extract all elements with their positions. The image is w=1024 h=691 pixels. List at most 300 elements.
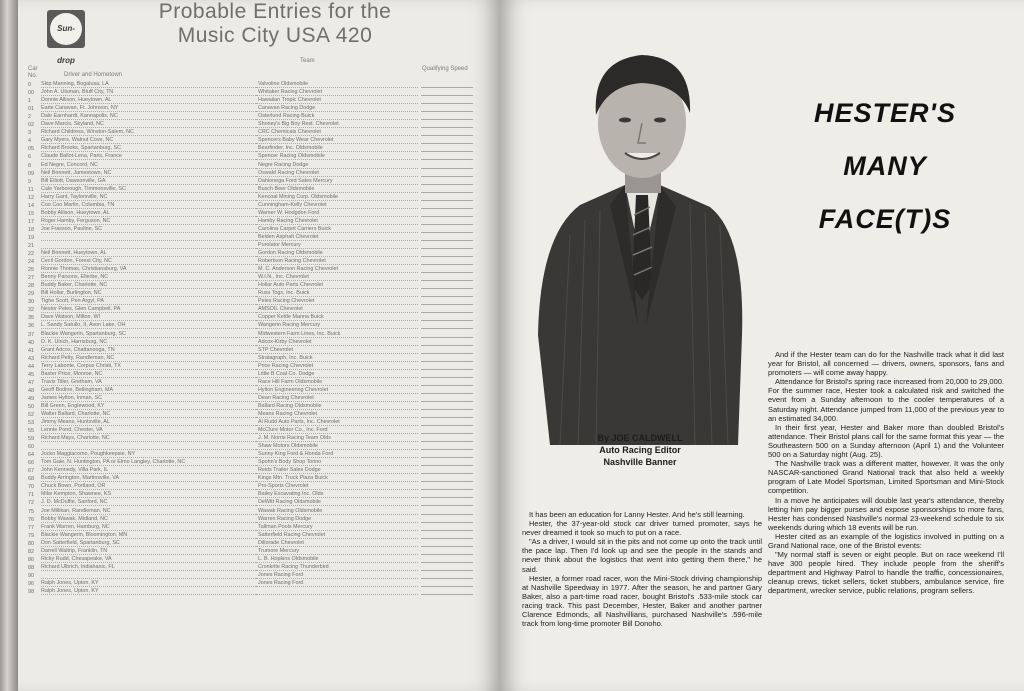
- entry-row: [28, 410, 473, 418]
- entry-driver: Tighe Scott, Pen Argyl, PA: [41, 298, 256, 305]
- entry-driver: Neil Bonnett, Hueytown, AL: [41, 250, 256, 257]
- logo-text: Sun-drop: [50, 13, 82, 45]
- entry-car-no: 47: [28, 379, 34, 386]
- entry-driver: Mike Kempton, Shawnee, KS: [41, 491, 256, 498]
- entry-qualifying-blank: [421, 465, 473, 466]
- entry-team: Osterlund Racing Buick: [256, 113, 418, 120]
- entry-qualifying-blank: [421, 570, 473, 571]
- entry-qualifying-blank: [421, 200, 473, 201]
- entry-driver: Ricky Rudd, Chesapeake, VA: [41, 556, 256, 563]
- entry-driver: Harry Gant, Taylorsville, NC: [41, 194, 256, 201]
- entry-team: Busch Beer Oldsmobile: [256, 186, 418, 193]
- entry-driver: Grant Adcox, Chattanooga, TN: [41, 347, 256, 354]
- entry-row: [28, 579, 473, 587]
- entry-team: Shaw Motors Oldsmobile: [256, 443, 418, 450]
- entry-team: J. M. Norris Racing Team Olds: [256, 435, 418, 442]
- entry-car-no: 0: [28, 82, 31, 89]
- entry-car-no: 48: [28, 387, 34, 394]
- entry-driver: Geoff Bodine, Bellingham, MA: [41, 387, 256, 394]
- headline-line-3: FACE(T)S: [818, 204, 952, 234]
- entry-team: Purolator Mercury: [256, 242, 418, 249]
- entry-driver: Neil Bonnett, Jamestown, NC: [41, 170, 256, 177]
- entry-row: [28, 346, 473, 354]
- entry-car-no: 17: [28, 218, 34, 225]
- entry-qualifying-blank: [421, 369, 473, 370]
- entry-qualifying-blank: [421, 505, 473, 506]
- entry-qualifying-blank: [421, 192, 473, 193]
- entry-row: [28, 313, 473, 321]
- entry-row: [28, 515, 473, 523]
- entry-qualifying-blank: [421, 433, 473, 434]
- entry-row: [28, 136, 473, 144]
- entry-car-no: 49: [28, 395, 34, 402]
- entry-driver: Dave Watson, Milton, WI: [41, 314, 256, 321]
- entry-row: [28, 305, 473, 313]
- entry-car-no: 6: [28, 154, 31, 161]
- entry-qualifying-blank: [421, 361, 473, 362]
- entry-driver: Richard Brooks, Spartanburg, SC: [41, 145, 256, 152]
- entry-qualifying-blank: [421, 111, 473, 112]
- entry-team: Shoney's Big Boy Rest. Chevrolet: [256, 121, 418, 128]
- left-page: [18, 0, 500, 691]
- entry-driver: Skip Manning, Bogalusa, LA: [41, 81, 256, 88]
- entry-qualifying-blank: [421, 328, 473, 329]
- entry-team: Hawaiian Tropic Chevrolet: [256, 97, 418, 104]
- entry-car-no: 32: [28, 307, 34, 314]
- entry-driver: Joe Millikan, Randleman, NC: [41, 508, 256, 515]
- entry-driver: Chuck Bown, Portland, OR: [41, 483, 256, 490]
- entry-qualifying-blank: [421, 296, 473, 297]
- entry-team: Little B Coal Co. Dodge: [256, 371, 418, 378]
- entry-row: [28, 506, 473, 514]
- entry-car-no: 80: [28, 540, 34, 547]
- entry-team: Ballard Racing Oldsmobile: [256, 403, 418, 410]
- entry-team: Peles Racing Chevrolet: [256, 298, 418, 305]
- entry-car-no: 72: [28, 500, 34, 507]
- entry-team: Hollar Auto Parts Chevrolet: [256, 282, 418, 289]
- entry-car-no: 71: [28, 492, 34, 499]
- entry-car-no: 45: [28, 371, 34, 378]
- entry-team: Dean Racing Chevrolet: [256, 395, 418, 402]
- entry-car-no: 24: [28, 259, 34, 266]
- entry-qualifying-blank: [421, 353, 473, 354]
- entry-driver: Jocko Maggiacomo, Poughkeepsie, NY: [41, 451, 256, 458]
- entry-team: W.I.N., Inc. Chevrolet: [256, 274, 418, 281]
- entry-team: Midwestern Farm Lines, Inc. Buick: [256, 331, 418, 338]
- entry-driver: Ronnie Thomas, Christiansburg, VA: [41, 266, 256, 273]
- entry-driver: L. Sandy Satullo, II, Avon Lake, OH: [41, 322, 256, 329]
- entry-row: [28, 185, 473, 193]
- entry-car-no: 2: [28, 114, 31, 121]
- entry-car-no: 82: [28, 548, 34, 555]
- header-driver: Driver and Hometown: [64, 72, 123, 78]
- entry-car-no: 79: [28, 532, 34, 539]
- entry-car-no: 55: [28, 428, 34, 435]
- entry-team: Trumore Mercury: [256, 548, 418, 555]
- title-line-2: Music City USA 420: [177, 24, 373, 47]
- entry-team: Robertson Racing Chevrolet: [256, 258, 418, 265]
- entry-row: [28, 160, 473, 168]
- entry-row: [28, 531, 473, 539]
- entry-team: Sunny King Ford & Honda Ford: [256, 451, 418, 458]
- entry-car-no: 8: [28, 162, 31, 169]
- entry-car-no: 30: [28, 299, 34, 306]
- entry-row: [28, 177, 473, 185]
- entry-row: [28, 386, 473, 394]
- entry-team: Warner W. Hodgdon Ford: [256, 210, 418, 217]
- entry-car-no: 59: [28, 436, 34, 443]
- entry-qualifying-blank: [421, 345, 473, 346]
- entry-qualifying-blank: [421, 184, 473, 185]
- entry-driver: Frank Warren, Hamburg, NC: [41, 524, 256, 531]
- right-page: [500, 0, 1024, 691]
- entry-driver: Joe Frasson, Pauline, SC: [41, 226, 256, 233]
- article-paragraph: Attendance for Bristol's spring race increased from 20,000 to 29,000. For the summer race, Hester took a calculated risk and switched the event from a Sunday afternoon to the cooler temperatures of a Saturday night. Attendance jumped from 11,000 of the previous year to an estimated 34,000.: [768, 377, 1004, 423]
- entry-qualifying-blank: [421, 272, 473, 273]
- entry-car-no: 28: [28, 283, 34, 290]
- entry-team: Satterfield Racing Chevrolet: [256, 532, 418, 539]
- entry-team: Spencer Racing Oldsmobile: [256, 153, 418, 160]
- entries-list: [28, 80, 473, 595]
- entry-car-no: 1: [28, 98, 31, 105]
- article-paragraph: "My normal staff is seven or eight people. But on race weekend I'll have 300 people hired. They include people from the sheriff's department and Highway Patrol to handle the traffic, concessionaires, cleanup crews, ticket sellers, ticket stubbers, ambulance service, fire department, wrecker service, public relations, program sellers.: [768, 550, 1004, 596]
- entry-driver: Travis Tiller, Gretham, VA: [41, 379, 256, 386]
- entry-row: [28, 458, 473, 466]
- headline-line-1: HESTER'S: [814, 98, 956, 128]
- entry-driver: Bill Elliott, Dawsonville, GA: [41, 178, 256, 185]
- entry-driver: Nestor Peles, Glen Campbell, PA: [41, 306, 256, 313]
- entry-row: [28, 539, 473, 547]
- entry-row: [28, 450, 473, 458]
- entry-row: [28, 571, 473, 579]
- entry-row: [28, 112, 473, 120]
- entry-qualifying-blank: [421, 385, 473, 386]
- byline-role: Auto Racing Editor: [599, 445, 681, 455]
- entry-driver: J. D. McDuffie, Sanford, NC: [41, 499, 256, 506]
- entry-car-no: 60: [28, 444, 34, 451]
- entry-qualifying-blank: [421, 538, 473, 539]
- entry-row: [28, 394, 473, 402]
- entry-car-no: 98: [28, 589, 34, 595]
- byline: [555, 432, 725, 468]
- entry-car-no: 86: [28, 556, 34, 563]
- entry-qualifying-blank: [421, 425, 473, 426]
- article-paragraph: Hester, the 37-year-old stock car driver turned promoter, says he never dreamed it took so much to put on a race.: [522, 519, 762, 538]
- entry-qualifying-blank: [421, 208, 473, 209]
- entry-row: [28, 120, 473, 128]
- entry-team: McClure Motor Co., Inc. Ford: [256, 427, 418, 434]
- entry-row: [28, 587, 473, 595]
- header-car-no: Car No.: [28, 66, 38, 79]
- entry-row: [28, 362, 473, 370]
- entry-row: [28, 329, 473, 337]
- entry-driver: Blackie Wangerin, Bloomington, MN: [41, 532, 256, 539]
- entry-team: Wangerin Racing Mercury: [256, 322, 418, 329]
- entry-qualifying-blank: [421, 248, 473, 249]
- entry-driver: Coo Coo Marlin, Columbia, TN: [41, 202, 256, 209]
- entry-team: Warren Racing Dodge: [256, 516, 418, 523]
- entry-driver: Ralph Jones, Upton, KY: [41, 580, 256, 587]
- entry-qualifying-blank: [421, 87, 473, 88]
- entry-team: Whitaker Racing Chevrolet: [256, 89, 418, 96]
- entry-qualifying-blank: [421, 256, 473, 257]
- entry-team: Stratagraph, Inc. Buick: [256, 355, 418, 362]
- entry-car-no: 27: [28, 275, 34, 282]
- entry-qualifying-blank: [421, 497, 473, 498]
- article-paragraph: And if the Hester team can do for the Nashville track what it did last year for Bristol, all concerned — drivers, owners, sponsors, fans and promoters — will come away happy.: [768, 350, 1004, 378]
- entry-car-no: 4: [28, 138, 31, 145]
- entry-qualifying-blank: [421, 489, 473, 490]
- entry-qualifying-blank: [421, 143, 473, 144]
- entry-qualifying-blank: [421, 441, 473, 442]
- entry-car-no: 68: [28, 476, 34, 483]
- entry-qualifying-blank: [421, 578, 473, 579]
- entry-car-no: 77: [28, 524, 34, 531]
- byline-outlet: Nashville Banner: [603, 457, 677, 467]
- entry-car-no: 35: [28, 315, 34, 322]
- entry-driver: Lennie Pond, Chester, VA: [41, 427, 256, 434]
- entry-car-no: 67: [28, 468, 34, 475]
- entry-team: Dahlonega Ford Sales Mercury: [256, 178, 418, 185]
- entry-car-no: 01: [28, 106, 34, 113]
- entry-car-no: 12: [28, 194, 34, 201]
- entry-car-no: 18: [28, 226, 34, 233]
- entry-driver: Buddy Baker, Charlotte, NC: [41, 282, 256, 289]
- entry-driver: John Kennedy, Villa Park, IL: [41, 467, 256, 474]
- entry-row: [28, 128, 473, 136]
- entry-car-no: 52: [28, 411, 34, 418]
- entry-row: [28, 547, 473, 555]
- article-column-1: [522, 510, 762, 628]
- entry-qualifying-blank: [421, 168, 473, 169]
- entry-team: Pro-Sports Chevrolet: [256, 483, 418, 490]
- entry-row: [28, 442, 473, 450]
- entry-team: STP Chevrolet: [256, 347, 418, 354]
- entry-row: [28, 193, 473, 201]
- entry-qualifying-blank: [421, 103, 473, 104]
- entry-car-no: 02: [28, 122, 34, 129]
- entry-row: [28, 555, 473, 563]
- entry-qualifying-blank: [421, 312, 473, 313]
- entry-team: Jones Racing Ford: [256, 572, 418, 579]
- entry-qualifying-blank: [421, 377, 473, 378]
- entry-row: [28, 498, 473, 506]
- entry-row: [28, 257, 473, 265]
- entry-qualifying-blank: [421, 546, 473, 547]
- entry-car-no: 14: [28, 202, 34, 209]
- entry-driver: Don Satterfield, Spartanburg, SC: [41, 540, 256, 547]
- entry-team: Canavan Racing Dodge: [256, 105, 418, 112]
- entry-car-no: 19: [28, 234, 34, 241]
- entry-car-no: 9: [28, 178, 31, 185]
- entry-row: [28, 144, 473, 152]
- entry-qualifying-blank: [421, 449, 473, 450]
- entry-car-no: 15: [28, 210, 34, 217]
- entry-qualifying-blank: [421, 240, 473, 241]
- entry-car-no: 37: [28, 331, 34, 338]
- entry-team: [256, 594, 418, 595]
- entry-qualifying-blank: [421, 530, 473, 531]
- entry-qualifying-blank: [421, 159, 473, 160]
- entry-row: [28, 209, 473, 217]
- entry-qualifying-blank: [421, 522, 473, 523]
- entry-driver: Terry Labonte, Corpus Christi, TX: [41, 363, 256, 370]
- entry-car-no: 76: [28, 516, 34, 523]
- title-line-1: Probable Entries for the: [158, 0, 392, 23]
- entry-car-no: 75: [28, 508, 34, 515]
- entry-driver: Jimmy Means, Huntsville, AL: [41, 419, 256, 426]
- article-column-2: [768, 350, 1004, 596]
- entry-team: Race Hill Farm Oldsmobile: [256, 379, 418, 386]
- article-paragraph: Hester, a former road racer, won the Mini-Stock driving championship at Nashville Speedway in 1977. After the season, he and partner Gary Baker, also a part-time road racer, bought Bristol's .533-mile stock car racing track. This past December, Hester, Baker and another partner Clarence Edmonds, all Nashvillians, purchased Nashville's .596-mile track from long-time promoter Bill Donoho.: [522, 573, 762, 629]
- entry-car-no: 88: [28, 564, 34, 571]
- entry-car-no: 44: [28, 363, 34, 370]
- entry-qualifying-blank: [421, 481, 473, 482]
- entry-car-no: 25: [28, 267, 34, 274]
- entry-driver: Richard Ulbrich, Indiahanic, FL: [41, 564, 256, 571]
- entry-driver: Darrell Waltrip, Franklin, TN: [41, 548, 256, 555]
- entry-car-no: 40: [28, 339, 34, 346]
- entry-row: [28, 482, 473, 490]
- entry-car-no: 53: [28, 420, 34, 427]
- entry-row: [28, 233, 473, 241]
- entry-qualifying-blank: [421, 127, 473, 128]
- entry-qualifying-blank: [421, 151, 473, 152]
- entry-row: [28, 490, 473, 498]
- entry-driver: Baxter Price, Monroe, NC: [41, 371, 256, 378]
- entry-qualifying-blank: [421, 95, 473, 96]
- entry-qualifying-blank: [421, 119, 473, 120]
- entry-team: Gordon Racing Oldsmobile: [256, 250, 418, 257]
- entry-row: [28, 474, 473, 482]
- entry-car-no: 09: [28, 170, 34, 177]
- entry-team: Bailey Excavating Inc. Olds: [256, 491, 418, 498]
- entry-car-no: 96: [28, 580, 34, 587]
- entry-car-no: 21: [28, 242, 34, 249]
- entry-driver: Benny Parsons, Ellerbe, NC: [41, 274, 256, 281]
- entry-row: [28, 96, 473, 104]
- entry-qualifying-blank: [421, 409, 473, 410]
- entry-team: Russ Togs, Inc. Buick: [256, 290, 418, 297]
- entry-driver: Bobby Wawak, Midland, NC: [41, 516, 256, 523]
- article-paragraph: Hester cited as an example of the logistics involved in putting on a Grand National race, one of the Bristol events:: [768, 531, 1004, 550]
- entry-row: [28, 434, 473, 442]
- byline-author: By JOE CALDWELL: [597, 433, 683, 443]
- entry-team: Hylton Engineering Chevrolet: [256, 387, 418, 394]
- entry-driver: Tom Gale, N. Huntington, PA or Elmo Langley, Charlotte, NC: [41, 459, 256, 466]
- entry-row: [28, 426, 473, 434]
- header-team: Team: [300, 58, 315, 64]
- entry-team: M. C. Anderson Racing Chevrolet: [256, 266, 418, 273]
- entry-team: Reids Trailer Sales Dodge: [256, 467, 418, 474]
- entry-qualifying-blank: [421, 586, 473, 587]
- entry-team: DeWitt Racing Oldsmobile: [256, 499, 418, 506]
- article-headline: [770, 98, 1000, 235]
- entry-driver: Cecil Gordon, Forest City, NC: [41, 258, 256, 265]
- entry-team: Means Racing Chevrolet: [256, 411, 418, 418]
- entry-car-no: 3: [28, 130, 31, 137]
- entry-car-no: 41: [28, 347, 34, 354]
- entry-driver: Gary Myers, Walnut Cove, NC: [41, 137, 256, 144]
- entry-qualifying-blank: [421, 224, 473, 225]
- entry-car-no: 64: [28, 452, 34, 459]
- entry-team: Copper Kettle Manna Buick: [256, 314, 418, 321]
- entry-car-no: 00: [28, 90, 34, 97]
- entry-car-no: 50: [28, 403, 34, 410]
- entry-team: Oswald Racing Chevrolet: [256, 170, 418, 177]
- article-paragraph: "As a driver, I would sit in the pits and not come up onto the track until the pace lap. Then I'd look up and see the people in the stands and never think about the logistics that went into getting them there," he said.: [522, 537, 762, 574]
- entry-row: [28, 169, 473, 177]
- entry-driver: Claude Ballot-Lena, Paris, France: [41, 153, 256, 160]
- entry-driver: Buddy Arrington, Martinsville, VA: [41, 475, 256, 482]
- entry-qualifying-blank: [421, 264, 473, 265]
- entry-driver: Bobby Allison, Hueytown, AL: [41, 210, 256, 217]
- entry-team: Al Rudd Auto Parts, Inc. Chevrolet: [256, 419, 418, 426]
- entry-driver: [41, 248, 256, 249]
- entry-team: Spohn's Body Shop Torino: [256, 459, 418, 466]
- entry-row: [28, 354, 473, 362]
- entry-row: [28, 281, 473, 289]
- article-paragraph: The Nashville track was a different matter, however. It was the only NASCAR-sanctioned Grand National track that also held a weekly program of Late Model Sportsman, Limited Sportsman and Mini-Stock competition.: [768, 459, 1004, 496]
- entry-driver: Walter Ballard, Charlotte, NC: [41, 411, 256, 418]
- entry-team: L. B. Hopkins Oldsmobile: [256, 556, 418, 563]
- entry-driver: Blackie Wangerin, Spartanburg, SC: [41, 331, 256, 338]
- entry-team: Jones Racing Ford: [256, 580, 418, 587]
- entry-team: Price Racing Chevrolet: [256, 363, 418, 370]
- entry-driver: D. K. Ulrich, Harrisburg, NC: [41, 339, 256, 346]
- entry-driver: Cale Yarborough, Timmonsville, SC: [41, 186, 256, 193]
- header-qualifying: Qualifying Speed: [422, 66, 468, 72]
- entry-qualifying-blank: [421, 393, 473, 394]
- entry-driver: Dale Earnhardt, Kannapolis, NC: [41, 113, 256, 120]
- entry-car-no: 22: [28, 251, 34, 258]
- entry-car-no: 43: [28, 355, 34, 362]
- entry-qualifying-blank: [421, 337, 473, 338]
- entry-row: [28, 321, 473, 329]
- entry-row: [28, 225, 473, 233]
- entry-team: Dillorade Chevrolet: [256, 540, 418, 547]
- entry-team: AMSOIL Chevrolet: [256, 306, 418, 313]
- entry-row: [28, 80, 473, 88]
- entry-team: CRC Chemicals Chevrolet: [256, 129, 418, 136]
- entry-qualifying-blank: [421, 176, 473, 177]
- entry-qualifying-blank: [421, 304, 473, 305]
- entry-driver: Earle Canavan, Ft. Johnson, NY: [41, 105, 256, 112]
- entry-driver: Bill Green, Englewood, KY: [41, 403, 256, 410]
- entry-driver: Richard Childress, Winston-Salem, NC: [41, 129, 256, 136]
- entry-row: [28, 289, 473, 297]
- entry-car-no: 29: [28, 291, 34, 298]
- article-paragraph: In a move he anticipates will double last year's attendance, thereby letting him pay bigger purses and expose sponsorships to more fans, Hester has condensed Nashville's normal 23-weekend schedule to six weekends during which 18 events will be run.: [768, 495, 1004, 532]
- entry-row: [28, 201, 473, 209]
- entry-row: [28, 563, 473, 571]
- entry-qualifying-blank: [421, 473, 473, 474]
- entry-row: [28, 297, 473, 305]
- entry-team: Belden Asphalt Chevrolet: [256, 234, 418, 241]
- entry-driver: Bill Hollar, Burlington, NC: [41, 290, 256, 297]
- entry-car-no: 05: [28, 146, 34, 153]
- entry-row: [28, 402, 473, 410]
- entry-driver: Ed Negre, Concord, NC: [41, 162, 256, 169]
- page-edge: [0, 0, 18, 691]
- entry-car-no: 36: [28, 323, 34, 330]
- entry-row: [28, 418, 473, 426]
- entry-row: [28, 466, 473, 474]
- entry-qualifying-blank: [421, 320, 473, 321]
- article-paragraph: It has been an education for Lanny Hester. And he's still learning.: [529, 510, 745, 519]
- entry-qualifying-blank: [421, 457, 473, 458]
- entry-car-no: 70: [28, 484, 34, 491]
